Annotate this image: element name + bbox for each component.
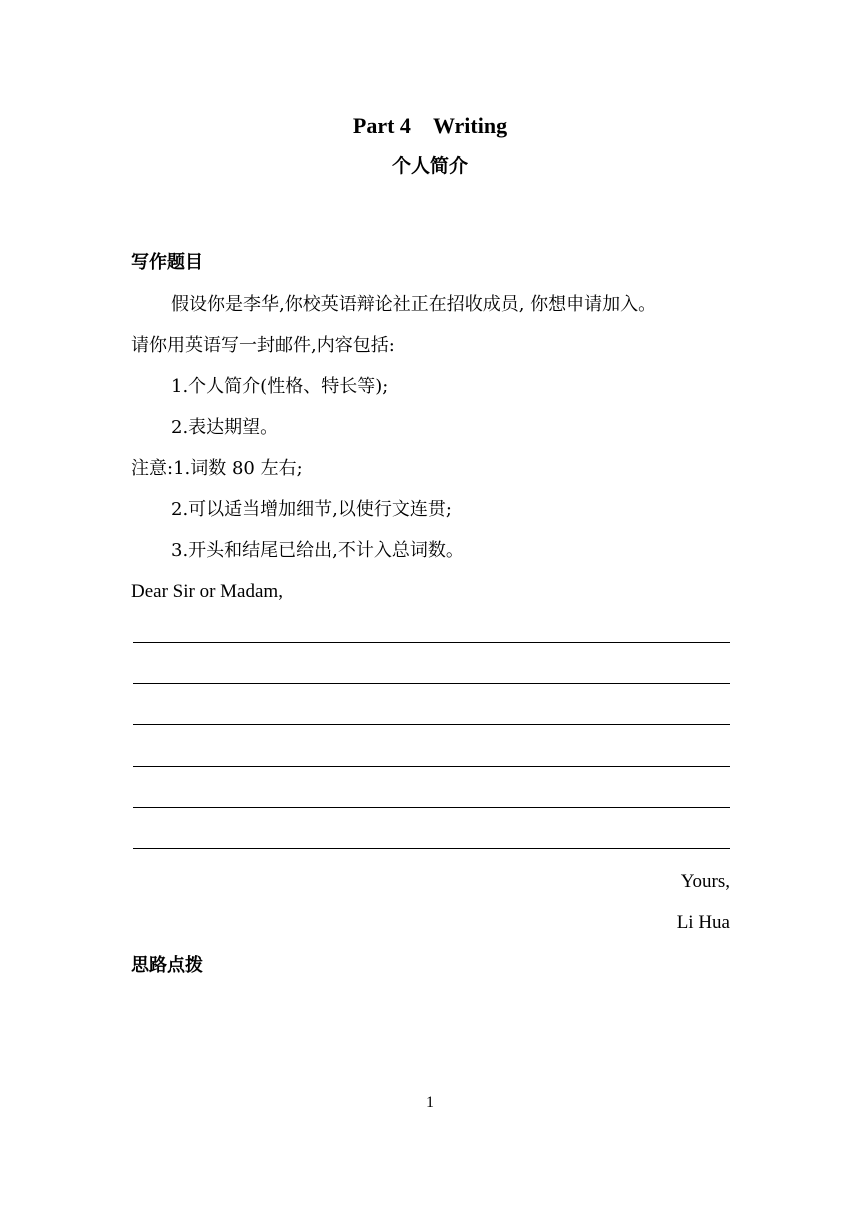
note-3: 3.开头和结尾已给出,不计入总词数。 [171, 540, 464, 561]
prompt-line-1: 假设你是李华,你校英语辩论社正在招收成员, 你想申请加入。 [171, 294, 657, 315]
prompt-line-2: 请你用英语写一封邮件,内容包括: [131, 335, 395, 356]
writing-line[interactable] [133, 848, 730, 849]
section-label: Writing [432, 113, 508, 138]
writing-line[interactable] [133, 642, 730, 643]
task-heading: 写作题目 [131, 252, 203, 273]
letter-closing: Yours, [680, 871, 730, 892]
writing-line[interactable] [133, 766, 730, 767]
page-title [0, 112, 860, 140]
writing-line[interactable] [133, 724, 730, 725]
page-subtitle: 个人简介 [391, 155, 468, 177]
content-point-1: 1.个人简介(性格、特长等); [171, 376, 389, 397]
note-1: 注意:1.词数 80 左右; [131, 458, 303, 479]
letter-signature: Li Hua [676, 912, 730, 933]
letter-greeting: Dear Sir or Madam, [131, 581, 283, 602]
part-label: Part 4 [352, 113, 411, 138]
writing-line[interactable] [133, 807, 730, 808]
content-point-2: 2.表达期望。 [171, 417, 279, 438]
tips-heading: 思路点拨 [131, 955, 203, 976]
page-number: 1 [426, 1094, 434, 1111]
writing-line[interactable] [133, 683, 730, 684]
note-2: 2.可以适当增加细节,以使行文连贯; [171, 499, 452, 520]
